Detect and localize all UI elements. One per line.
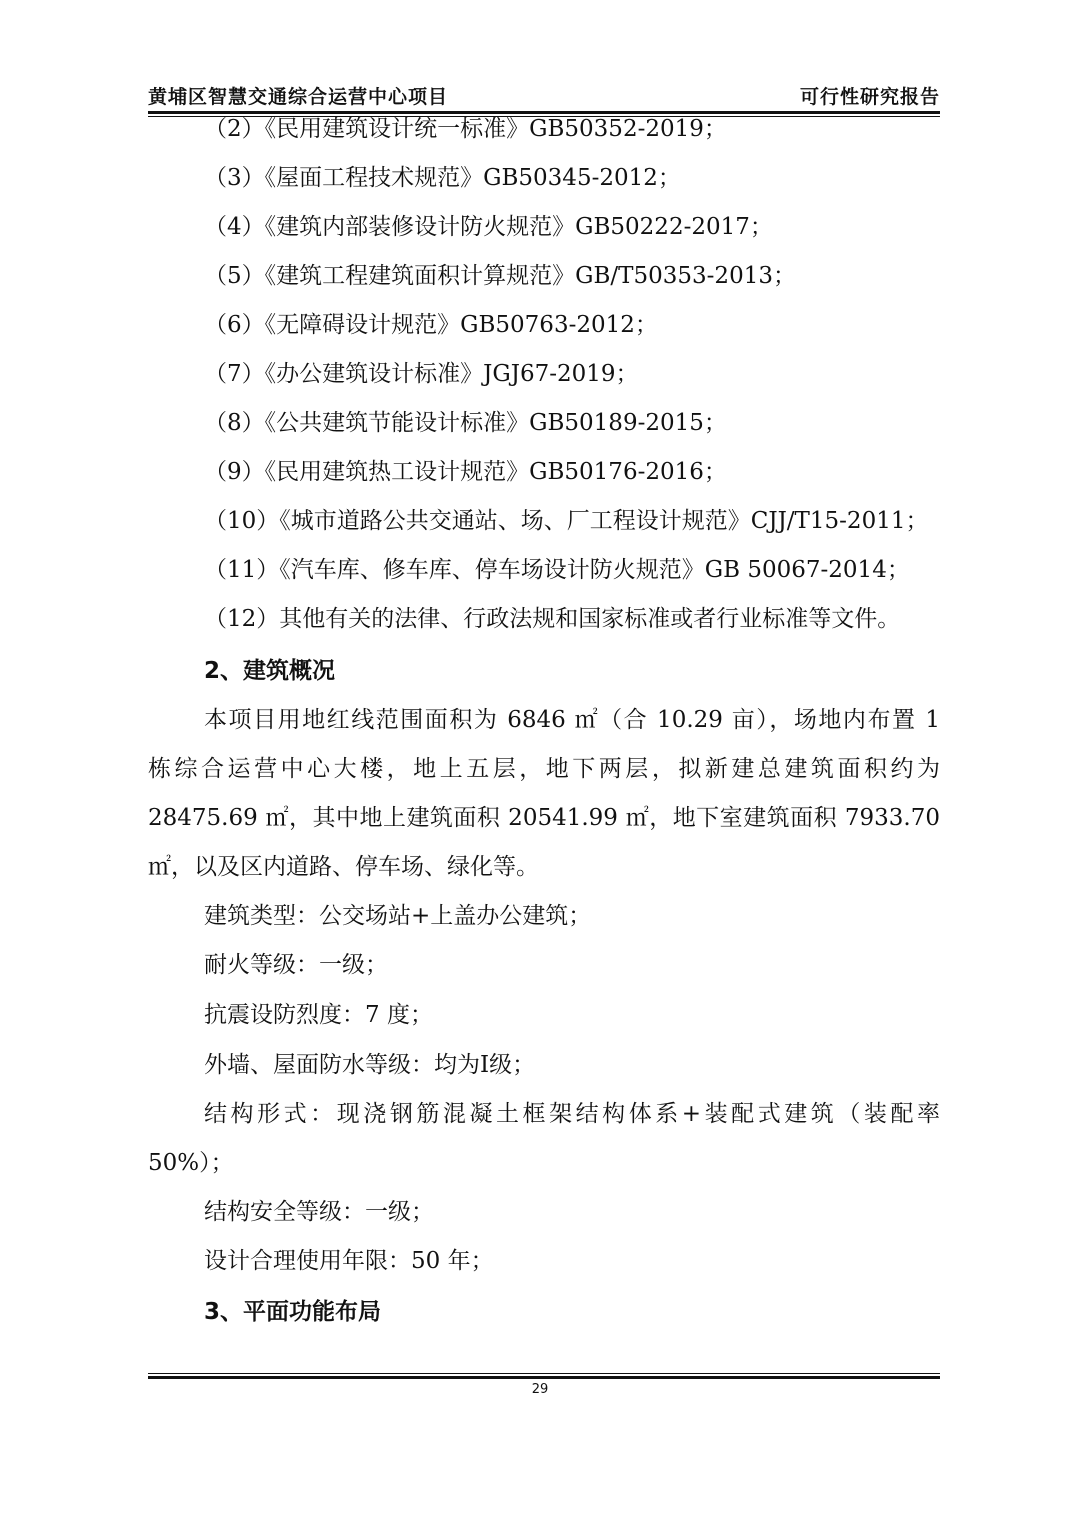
standard-item: （3）《屋面工程技术规范》GB50345-2012； bbox=[204, 165, 681, 191]
standard-item: （12）其他有关的法律、行政法规和国家标准或者行业标准等文件。 bbox=[204, 606, 901, 632]
structure-form-line: 结构形式：现浇钢筋混凝土框架结构体系+装配式建筑（装配率 bbox=[204, 1101, 940, 1127]
design-service-life: 设计合理使用年限：50 年； bbox=[204, 1248, 494, 1274]
standard-item: （6）《无障碍设计规范》GB50763-2012； bbox=[204, 312, 658, 338]
standard-item: （10）《城市道路公共交通站、场、厂工程设计规范》CJJ/T15-2011； bbox=[204, 508, 929, 534]
fire-rating: 耐火等级：一级； bbox=[204, 952, 388, 978]
building-type: 建筑类型：公交场站+上盖办公建筑； bbox=[204, 903, 592, 929]
standard-item: （11）《汽车库、修车库、停车场设计防火规范》GB 50067-2014； bbox=[204, 557, 910, 583]
overview-line: 栋综合运营中心大楼，地上五层，地下两层，拟新建总建筑面积约为 bbox=[148, 756, 940, 782]
header-report-type: 可行性研究报告 bbox=[799, 86, 940, 108]
section-2-heading: 2、建筑概况 bbox=[204, 658, 336, 684]
structural-safety-rating: 结构安全等级：一级； bbox=[204, 1199, 434, 1225]
standard-item: （4）《建筑内部装修设计防火规范》GB50222-2017； bbox=[204, 214, 773, 240]
page-number: 29 bbox=[531, 1382, 549, 1397]
standard-item: （8）《公共建筑节能设计标准》GB50189-2015； bbox=[204, 410, 727, 436]
structure-form-line: 50%）； bbox=[148, 1150, 234, 1176]
standard-item: （5）《建筑工程建筑面积计算规范》GB/T50353-2013； bbox=[204, 263, 796, 289]
section-3-heading: 3、平面功能布局 bbox=[204, 1299, 382, 1325]
standard-item: （7）《办公建筑设计标准》JGJ67-2019； bbox=[204, 361, 639, 387]
overview-line: ㎡，以及区内道路、停车场、绿化等。 bbox=[148, 854, 539, 880]
overview-line: 28475.69 ㎡，其中地上建筑面积 20541.99 ㎡，地下室建筑面积 7933.70 bbox=[148, 805, 940, 831]
standard-item: （2）《民用建筑设计统一标准》GB50352-2019； bbox=[204, 116, 727, 142]
overview-line: 本项目用地红线范围面积为 6846 ㎡（合 10.29 亩），场地内布置 1 bbox=[204, 707, 940, 733]
footer-rule-thick bbox=[148, 1376, 940, 1379]
header-project-title: 黄埔区智慧交通综合运营中心项目 bbox=[148, 86, 449, 108]
footer-rule-thin bbox=[148, 1373, 940, 1374]
waterproof-rating: 外墙、屋面防水等级：均为Ⅰ级； bbox=[204, 1052, 536, 1078]
seismic-intensity: 抗震设防烈度：7 度； bbox=[204, 1002, 433, 1028]
standard-item: （9）《民用建筑热工设计规范》GB50176-2016； bbox=[204, 459, 727, 485]
page-header bbox=[148, 78, 940, 112]
